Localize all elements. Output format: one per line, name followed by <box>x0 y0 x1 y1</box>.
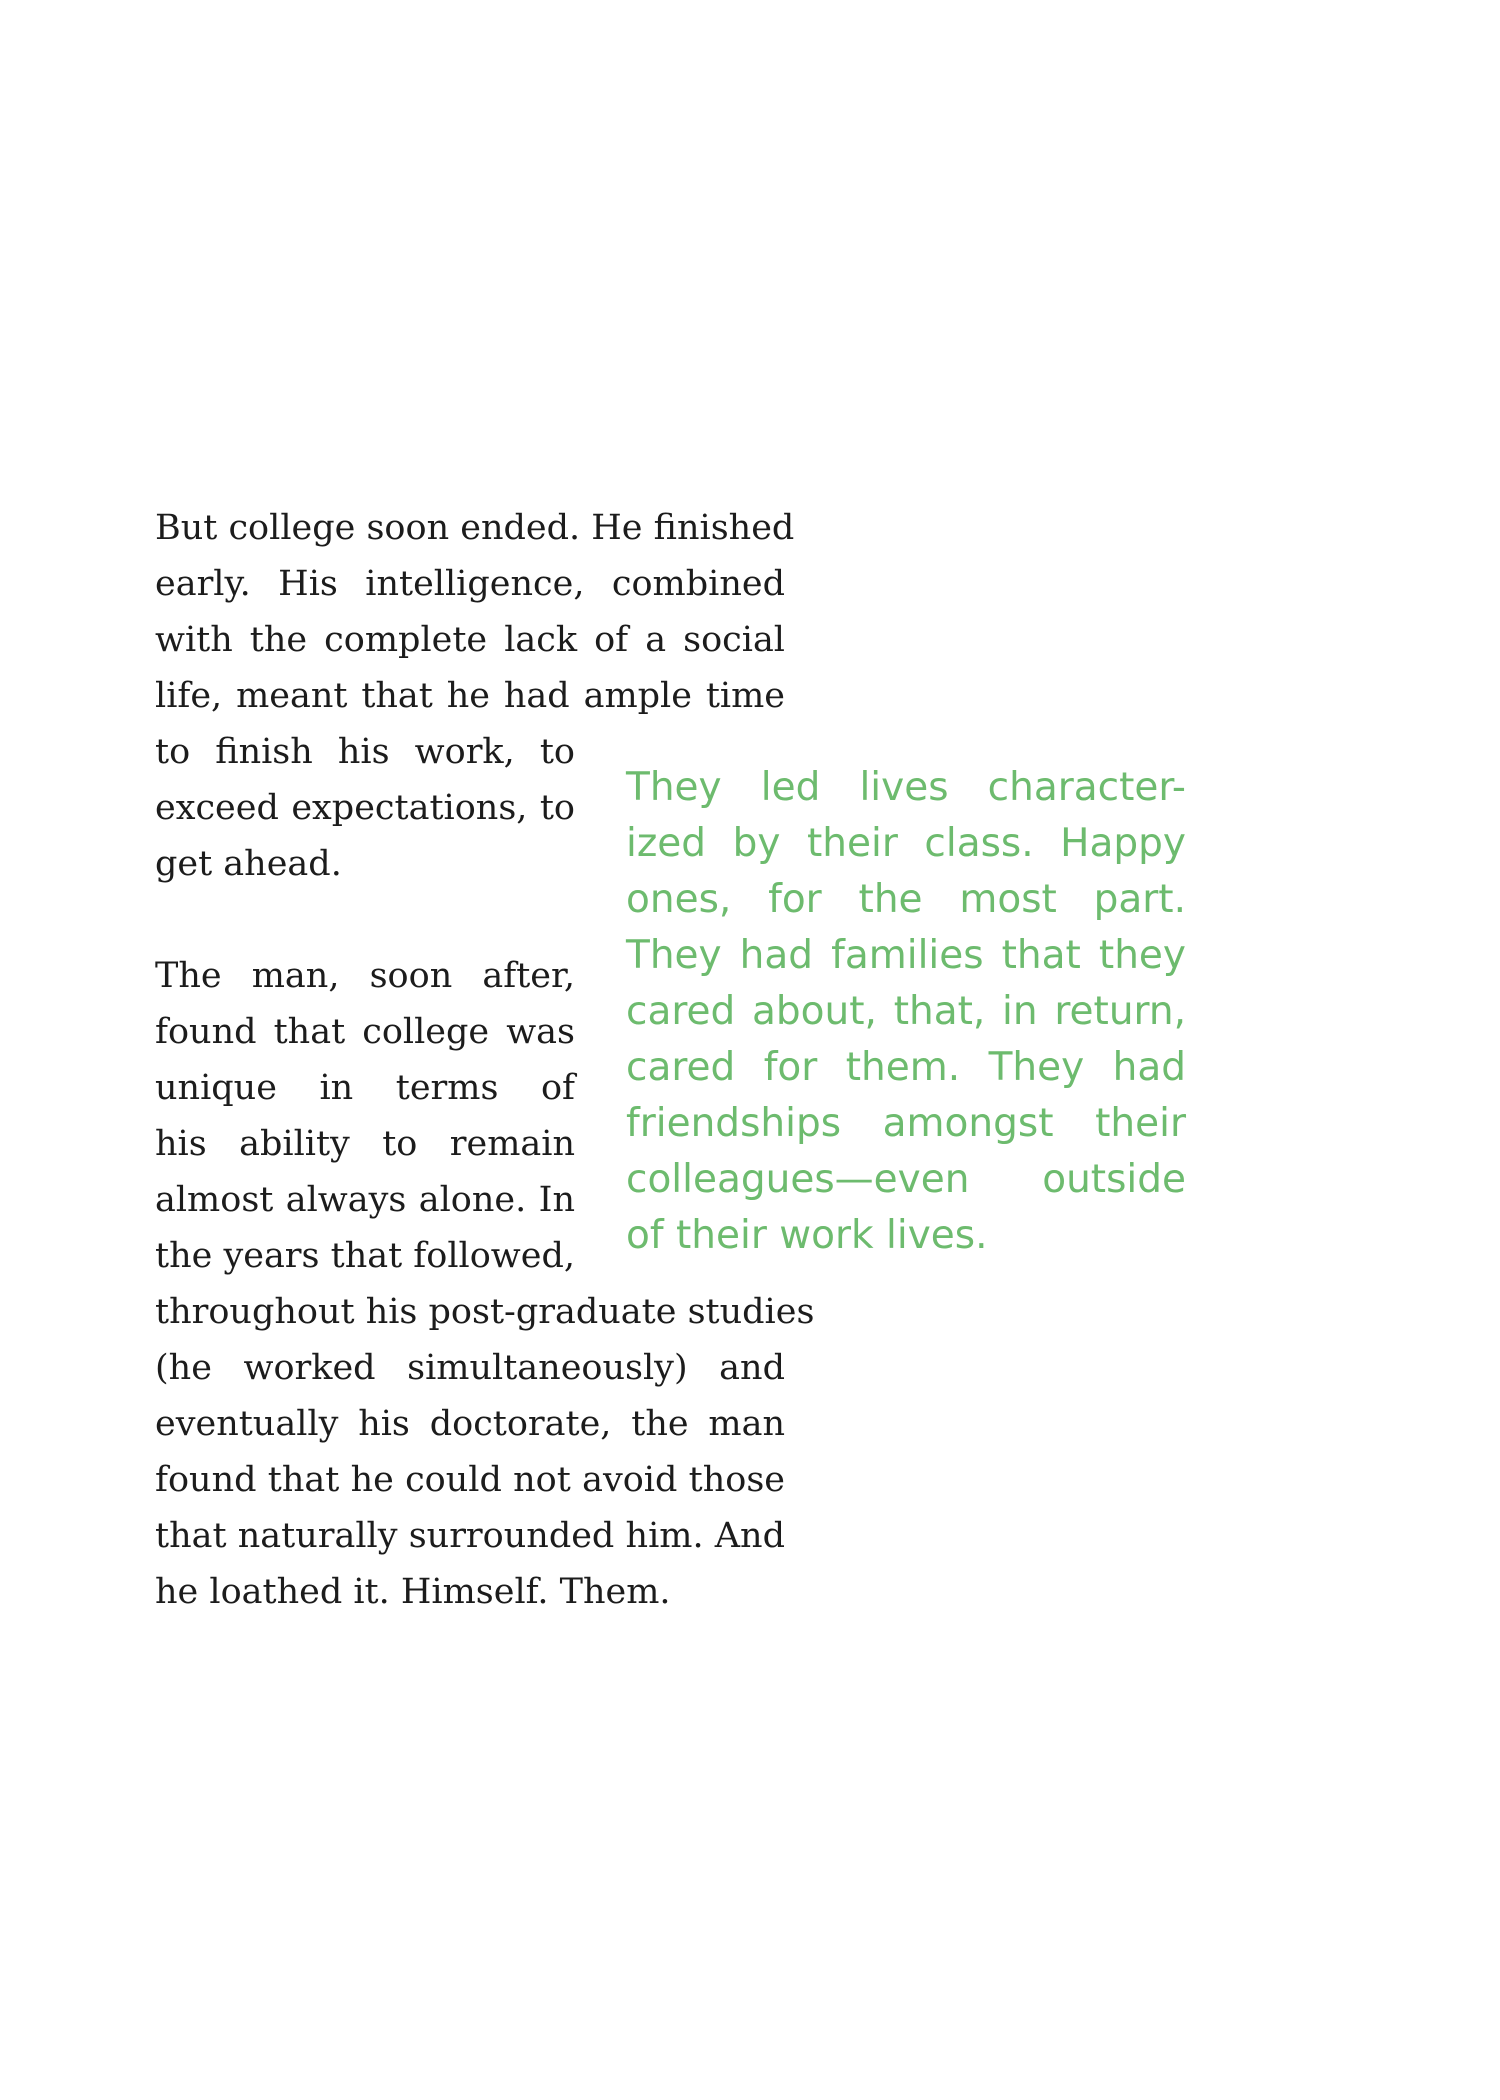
body-line: to finish his work, to <box>155 732 575 772</box>
body-line: unique in terms of <box>155 1068 575 1108</box>
body-line: almost always alone. In <box>155 1180 575 1220</box>
pull-quote-line: of their work lives. <box>626 1213 988 1258</box>
body-line: life, meant that he had ample time <box>155 676 785 716</box>
pull-quote-line: ones, for the most part. <box>626 877 1186 922</box>
body-line: early. His intelligence, combined <box>155 564 785 604</box>
body-line: get ahead. <box>155 844 342 884</box>
body-line: But college soon ended. He finished <box>155 508 795 548</box>
body-line: that naturally surrounded him. And <box>155 1516 785 1556</box>
body-line: (he worked simultaneously) and <box>155 1348 785 1388</box>
pull-quote-line: They led lives character- <box>626 765 1186 810</box>
body-line: with the complete lack of a social <box>155 620 785 660</box>
body-line: The man, soon after, <box>155 956 575 996</box>
body-line: found that he could not avoid those <box>155 1460 785 1500</box>
body-line: his ability to remain <box>155 1124 575 1164</box>
pull-quote-line: colleagues—even outside <box>626 1157 1186 1202</box>
body-line: exceed expectations, to <box>155 788 575 828</box>
body-line: throughout his post-graduate studies <box>155 1292 815 1332</box>
body-line: the years that followed, <box>155 1236 575 1276</box>
pull-quote-line: They had families that they <box>626 933 1186 978</box>
pull-quote-line: ized by their class. Happy <box>626 821 1186 866</box>
pull-quote-line: friendships amongst their <box>626 1101 1186 1146</box>
pull-quote-line: cared about, that, in return, <box>626 989 1186 1034</box>
pull-quote-line: cared for them. They had <box>626 1045 1186 1090</box>
body-line: he loathed it. Himself. Them. <box>155 1572 671 1612</box>
body-line: found that college was <box>155 1012 575 1052</box>
body-line: eventually his doctorate, the man <box>155 1404 785 1444</box>
